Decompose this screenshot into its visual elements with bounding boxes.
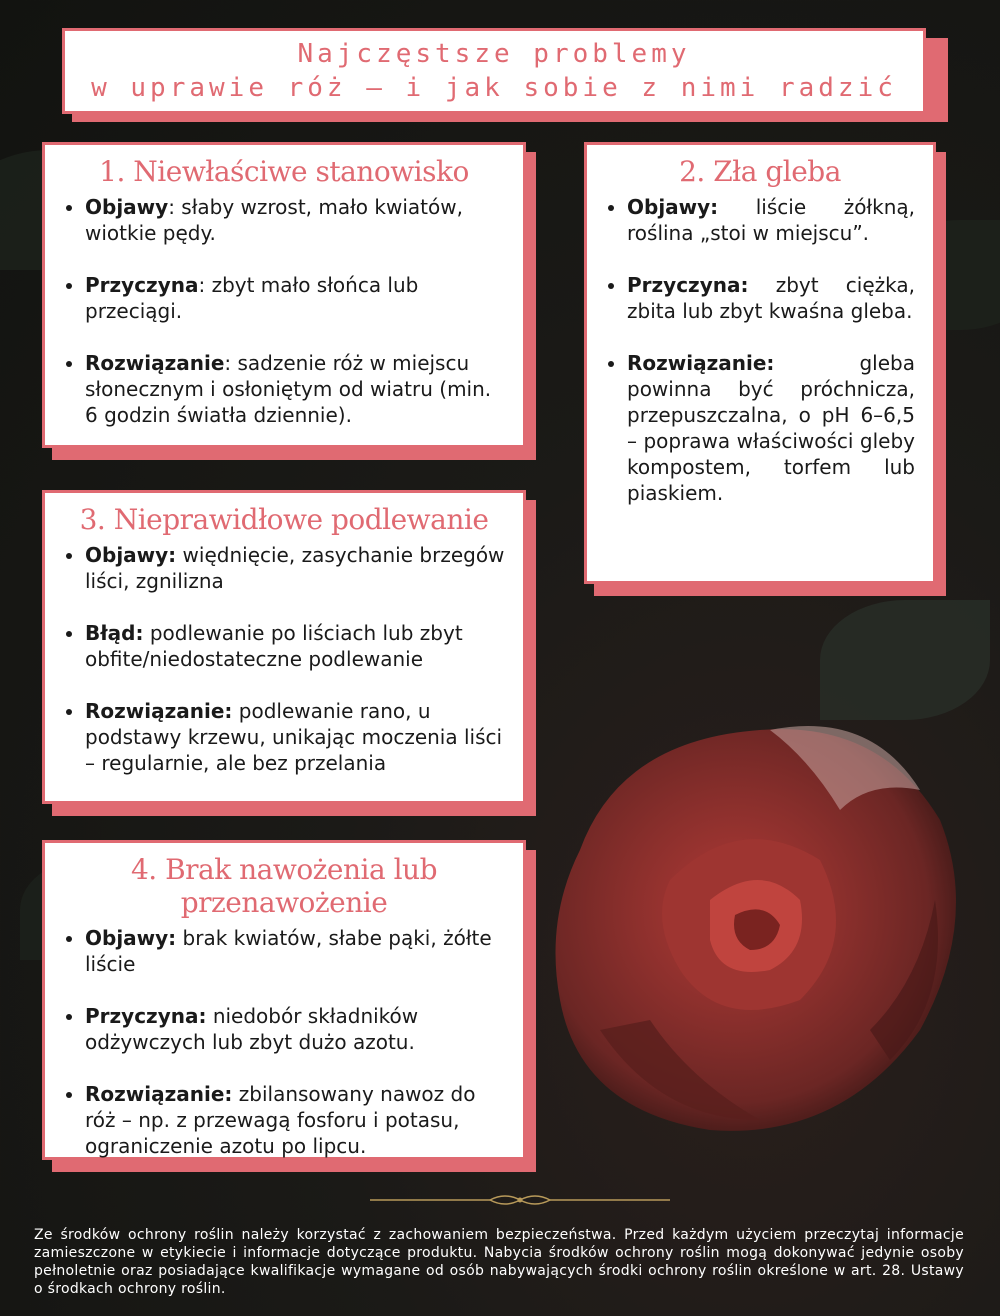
card-heading: 1. Niewłaściwe stanowisko <box>99 155 469 188</box>
rose-image <box>540 700 970 1160</box>
card-heading: 4. Brak nawożenia lub przenawożenie <box>130 853 437 919</box>
list-item: • Rozwiązanie: sadzenie róż w miejscu słonecznym i osłoniętym od wiatru (min. 6 godzin światła dziennie). <box>85 350 505 428</box>
title-banner <box>62 28 926 114</box>
card-zla-gleba <box>584 142 936 584</box>
card-niewlasciwe-stanowisko <box>42 142 526 448</box>
list-item: • Rozwiązanie: zbilansowany nawoz do róż – np. z przewagą fosforu i potasu, ograniczenie azotu po lipcu. <box>85 1081 505 1159</box>
list-item: • Błąd: podlewanie po liściach lub zbyt obfite/niedostateczne podlewanie <box>85 620 505 672</box>
list-item: • Przyczyna: zbyt ciężka, zbita lub zbyt kwaśna gleba. <box>627 272 915 324</box>
card-nieprawidlowe-podlewanie <box>42 490 526 804</box>
list-item: • Przyczyna: niedobór składników odżywczych lub zbyt dużo azotu. <box>85 1003 505 1055</box>
card-heading: 2. Zła gleba <box>679 155 841 188</box>
list-item: • Rozwiązanie: gleba powinna być próchnicza, przepuszczalna, o pH 6–6,5 – poprawa właściwości gleby kompostem, torfem lub piaskiem. <box>627 350 915 506</box>
list-item: • Objawy: słaby wzrost, mało kwiatów, wiotkie pędy. <box>85 194 505 246</box>
list-item: • Przyczyna: zbyt mało słońca lub przeciągi. <box>85 272 505 324</box>
list-item: • Objawy: liście żółkną, roślina „stoi w miejscu”. <box>627 194 915 246</box>
list-item: • Rozwiązanie: podlewanie rano, u podstawy krzewu, unikając moczenia liści – regularnie, ale bez przelania <box>85 698 505 776</box>
list-item: • Objawy: brak kwiatów, słabe pąki, żółte liście <box>85 925 505 977</box>
card-heading: 3. Nieprawidłowe podlewanie <box>79 503 489 536</box>
card-brak-nawozenia <box>42 840 526 1160</box>
list-item: • Objawy: więdnięcie, zasychanie brzegów liści, zgnilizna <box>85 542 505 594</box>
page-title-line-1: Najczęstsze problemy <box>297 39 691 69</box>
page-title-line-2: w uprawie róż – i jak sobie z nimi radzić <box>91 73 897 103</box>
ornament-divider <box>370 1192 670 1208</box>
legal-disclaimer: Ze środków ochrony roślin należy korzystać z zachowaniem bezpieczeństwa. Przed każdym użyciem przeczytaj informacje zamieszczone w etykiecie i informacje dotyczące produktu. Nabycia środków ochrony roślin mogą dokonywać jedynie osoby pełnoletnie oraz posiadające kwalifikacje wymagane od osób nabywających środki ochrony roślin określone w art. 28. Ustawy o środkach ochrony roślin. <box>34 1227 964 1297</box>
